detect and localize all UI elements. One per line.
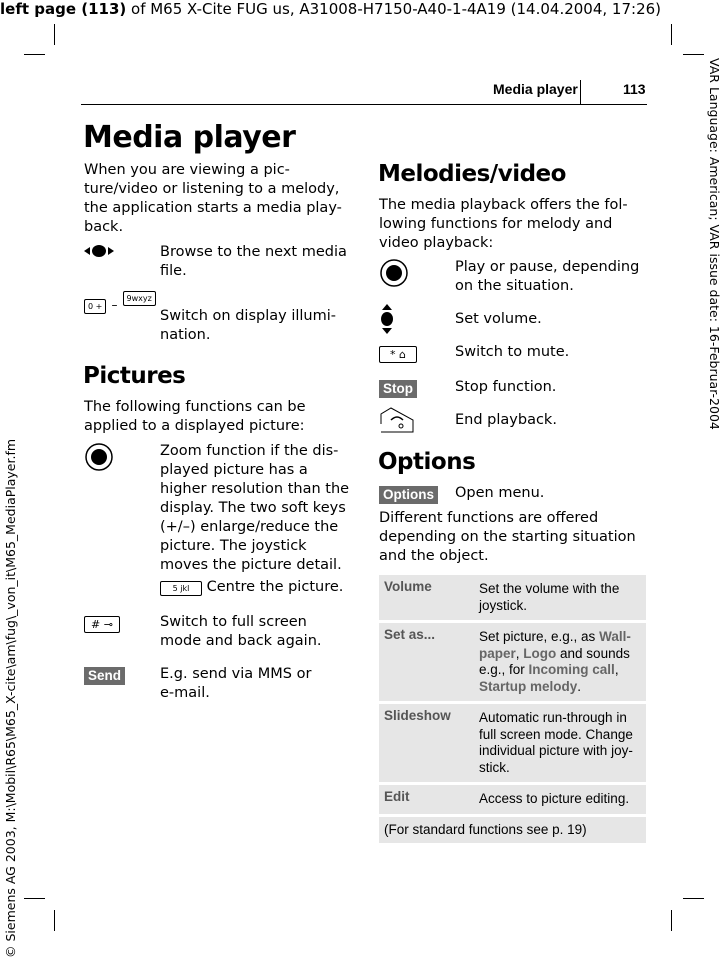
- text-line: joystick.: [479, 597, 528, 613]
- crop-mark: [683, 898, 704, 899]
- text-fragment: and sounds: [556, 645, 630, 661]
- text-line: The media playback offers the fol-: [379, 197, 628, 213]
- option-description: [475, 704, 646, 785]
- text-line: lowing functions for melody and: [379, 216, 613, 232]
- option-name: Slideshow: [379, 704, 475, 785]
- mute-row: [379, 343, 570, 363]
- joystick-press-icon: [84, 442, 114, 472]
- text-line: e-mail.: [160, 685, 210, 701]
- crop-mark: [24, 54, 45, 55]
- text-line: nation.: [160, 327, 211, 343]
- option-name: Volume: [379, 575, 475, 623]
- header-rule: [81, 104, 647, 105]
- text-line: display. The two soft keys: [160, 500, 346, 516]
- text-line: Different functions are offered: [379, 510, 599, 526]
- crop-mark: [54, 910, 55, 931]
- language-info: VAR Language: American; VAR issue date: 16-Februar-2004: [707, 58, 722, 430]
- mute-text: Switch to mute.: [455, 344, 570, 360]
- range-dash: –: [111, 298, 118, 312]
- text-line: stick.: [479, 759, 510, 775]
- text-line: Set the volume with the: [479, 581, 620, 596]
- text-line: applied to a displayed picture:: [84, 418, 305, 434]
- stop-row: [379, 378, 557, 398]
- joystick-press-icon: [379, 258, 409, 288]
- joystick-left-right-icon: [84, 244, 114, 258]
- table-row: [379, 575, 646, 623]
- options-softkey[interactable]: Options: [379, 486, 438, 504]
- text-line: full screen mode. Change: [479, 726, 633, 742]
- key-0-icon: 0 +: [84, 299, 106, 314]
- text-line: Switch to full screen: [160, 614, 307, 630]
- option-name: Set as...: [379, 623, 475, 704]
- text-line: higher resolution than the: [160, 481, 350, 497]
- option-description: [475, 785, 646, 817]
- key-5-icon: 5 jkl: [160, 581, 202, 596]
- options-table: [379, 575, 646, 846]
- text-line: ture/video or listening to a melody,: [84, 181, 340, 197]
- end-text: End playback.: [455, 412, 557, 428]
- text-line: The following functions can be: [84, 399, 306, 415]
- text-line: depending on the starting situation: [379, 529, 636, 545]
- pictures-intro: [84, 398, 354, 436]
- hash-key-icon: # ⊸: [84, 616, 120, 633]
- text-line: Access to picture editing.: [479, 791, 630, 806]
- text-line: back.: [84, 219, 124, 235]
- joystick-up-down-icon: [379, 304, 395, 334]
- melodies-intro: [379, 196, 649, 253]
- text-line: (+/–) enlarge/reduce the: [160, 519, 339, 535]
- text-line: played picture has a: [160, 462, 308, 478]
- text-line: When you are viewing a pic-: [84, 162, 290, 178]
- stop-text: Stop function.: [455, 379, 557, 395]
- print-info-rest: of M65 X-Cite FUG us, A31008-H7150-A40-1-4A19 (14.04.2004, 17:26): [126, 0, 662, 18]
- table-row: [379, 785, 646, 817]
- table-row: [379, 817, 646, 847]
- text-line: picture. The joystick: [160, 538, 307, 554]
- crop-mark: [671, 24, 672, 45]
- text-fragment: Set picture, e.g., as: [479, 629, 600, 644]
- text-line: mode and back again.: [160, 633, 322, 649]
- page-title: Media player: [83, 120, 296, 155]
- crop-mark: [671, 910, 672, 931]
- play-row: [379, 258, 640, 294]
- option-name: Edit: [379, 785, 475, 817]
- text-fragment: e.g., for: [479, 662, 529, 677]
- text-line: E.g. send via MMS or: [160, 666, 312, 682]
- text-line: individual picture with joy-: [479, 743, 633, 758]
- header-separator: [580, 80, 581, 105]
- end-row: [379, 406, 557, 438]
- star-key-icon: * ⌂: [379, 346, 417, 363]
- volume-text: Set volume.: [455, 311, 542, 327]
- text-line: on the situation.: [455, 278, 574, 294]
- centre-text: Centre the picture.: [206, 579, 344, 595]
- options-intro: [379, 509, 649, 566]
- text-fragment: .: [577, 678, 582, 694]
- highlight-term: Logo: [523, 645, 557, 661]
- table-footer: (For standard functions see p. 19): [379, 817, 646, 847]
- text-line: [479, 629, 636, 646]
- table-row: [379, 704, 646, 785]
- text-line: file.: [160, 263, 187, 279]
- pictures-heading: Pictures: [83, 363, 186, 389]
- highlight-term: Incoming call: [528, 662, 615, 677]
- print-info-line: [0, 0, 661, 18]
- open-menu-text: Open menu.: [455, 485, 545, 501]
- text-line: [479, 679, 636, 696]
- intro-paragraph: [84, 161, 349, 237]
- text-fragment: ,: [614, 662, 619, 677]
- highlight-term: Startup melody: [479, 678, 578, 694]
- file-path-info: © Siemens AG 2003, M:\Mobil\R65\M65_X-cite\am\fug\_von_it\M65_MediaPlayer.fm: [3, 438, 18, 958]
- page-number: 113: [623, 81, 646, 97]
- table-row: [379, 623, 646, 704]
- crop-mark: [683, 54, 704, 55]
- fullscreen-row: [84, 613, 322, 649]
- print-info-bold: left page (113): [0, 0, 127, 18]
- zoom-row: [84, 442, 350, 595]
- option-description: [475, 575, 646, 623]
- crop-mark: [54, 24, 55, 45]
- option-description: [475, 623, 646, 704]
- melodies-heading: Melodies/video: [378, 161, 566, 187]
- key-9-icon: 9wxyz: [123, 291, 156, 306]
- text-line: [479, 662, 636, 679]
- options-heading: Options: [378, 449, 476, 475]
- options-row: [379, 484, 545, 504]
- crop-mark: [24, 898, 45, 899]
- text-line: Zoom function if the dis-: [160, 443, 339, 459]
- running-header-title: Media player: [493, 81, 578, 97]
- text-line: Switch on display illumi-: [160, 308, 336, 324]
- send-row: [84, 665, 312, 701]
- browse-row: [84, 243, 347, 279]
- text-line: the application starts a media play-: [84, 200, 342, 216]
- text-line: Browse to the next media: [160, 244, 347, 260]
- stop-softkey[interactable]: Stop: [379, 380, 417, 398]
- text-line: and the object.: [379, 548, 489, 564]
- highlight-term: paper: [479, 645, 516, 661]
- highlight-term: Wall-: [599, 629, 631, 644]
- end-call-key-icon: [379, 406, 415, 434]
- text-line: Automatic run-through in: [479, 710, 627, 725]
- send-softkey[interactable]: Send: [84, 667, 125, 685]
- text-line: [479, 646, 636, 663]
- text-line: moves the picture detail.: [160, 557, 342, 573]
- text-line: Play or pause, depending: [455, 259, 640, 275]
- volume-row: [379, 304, 542, 338]
- text-fragment: ,: [515, 645, 524, 661]
- text-line: video playback:: [379, 235, 494, 251]
